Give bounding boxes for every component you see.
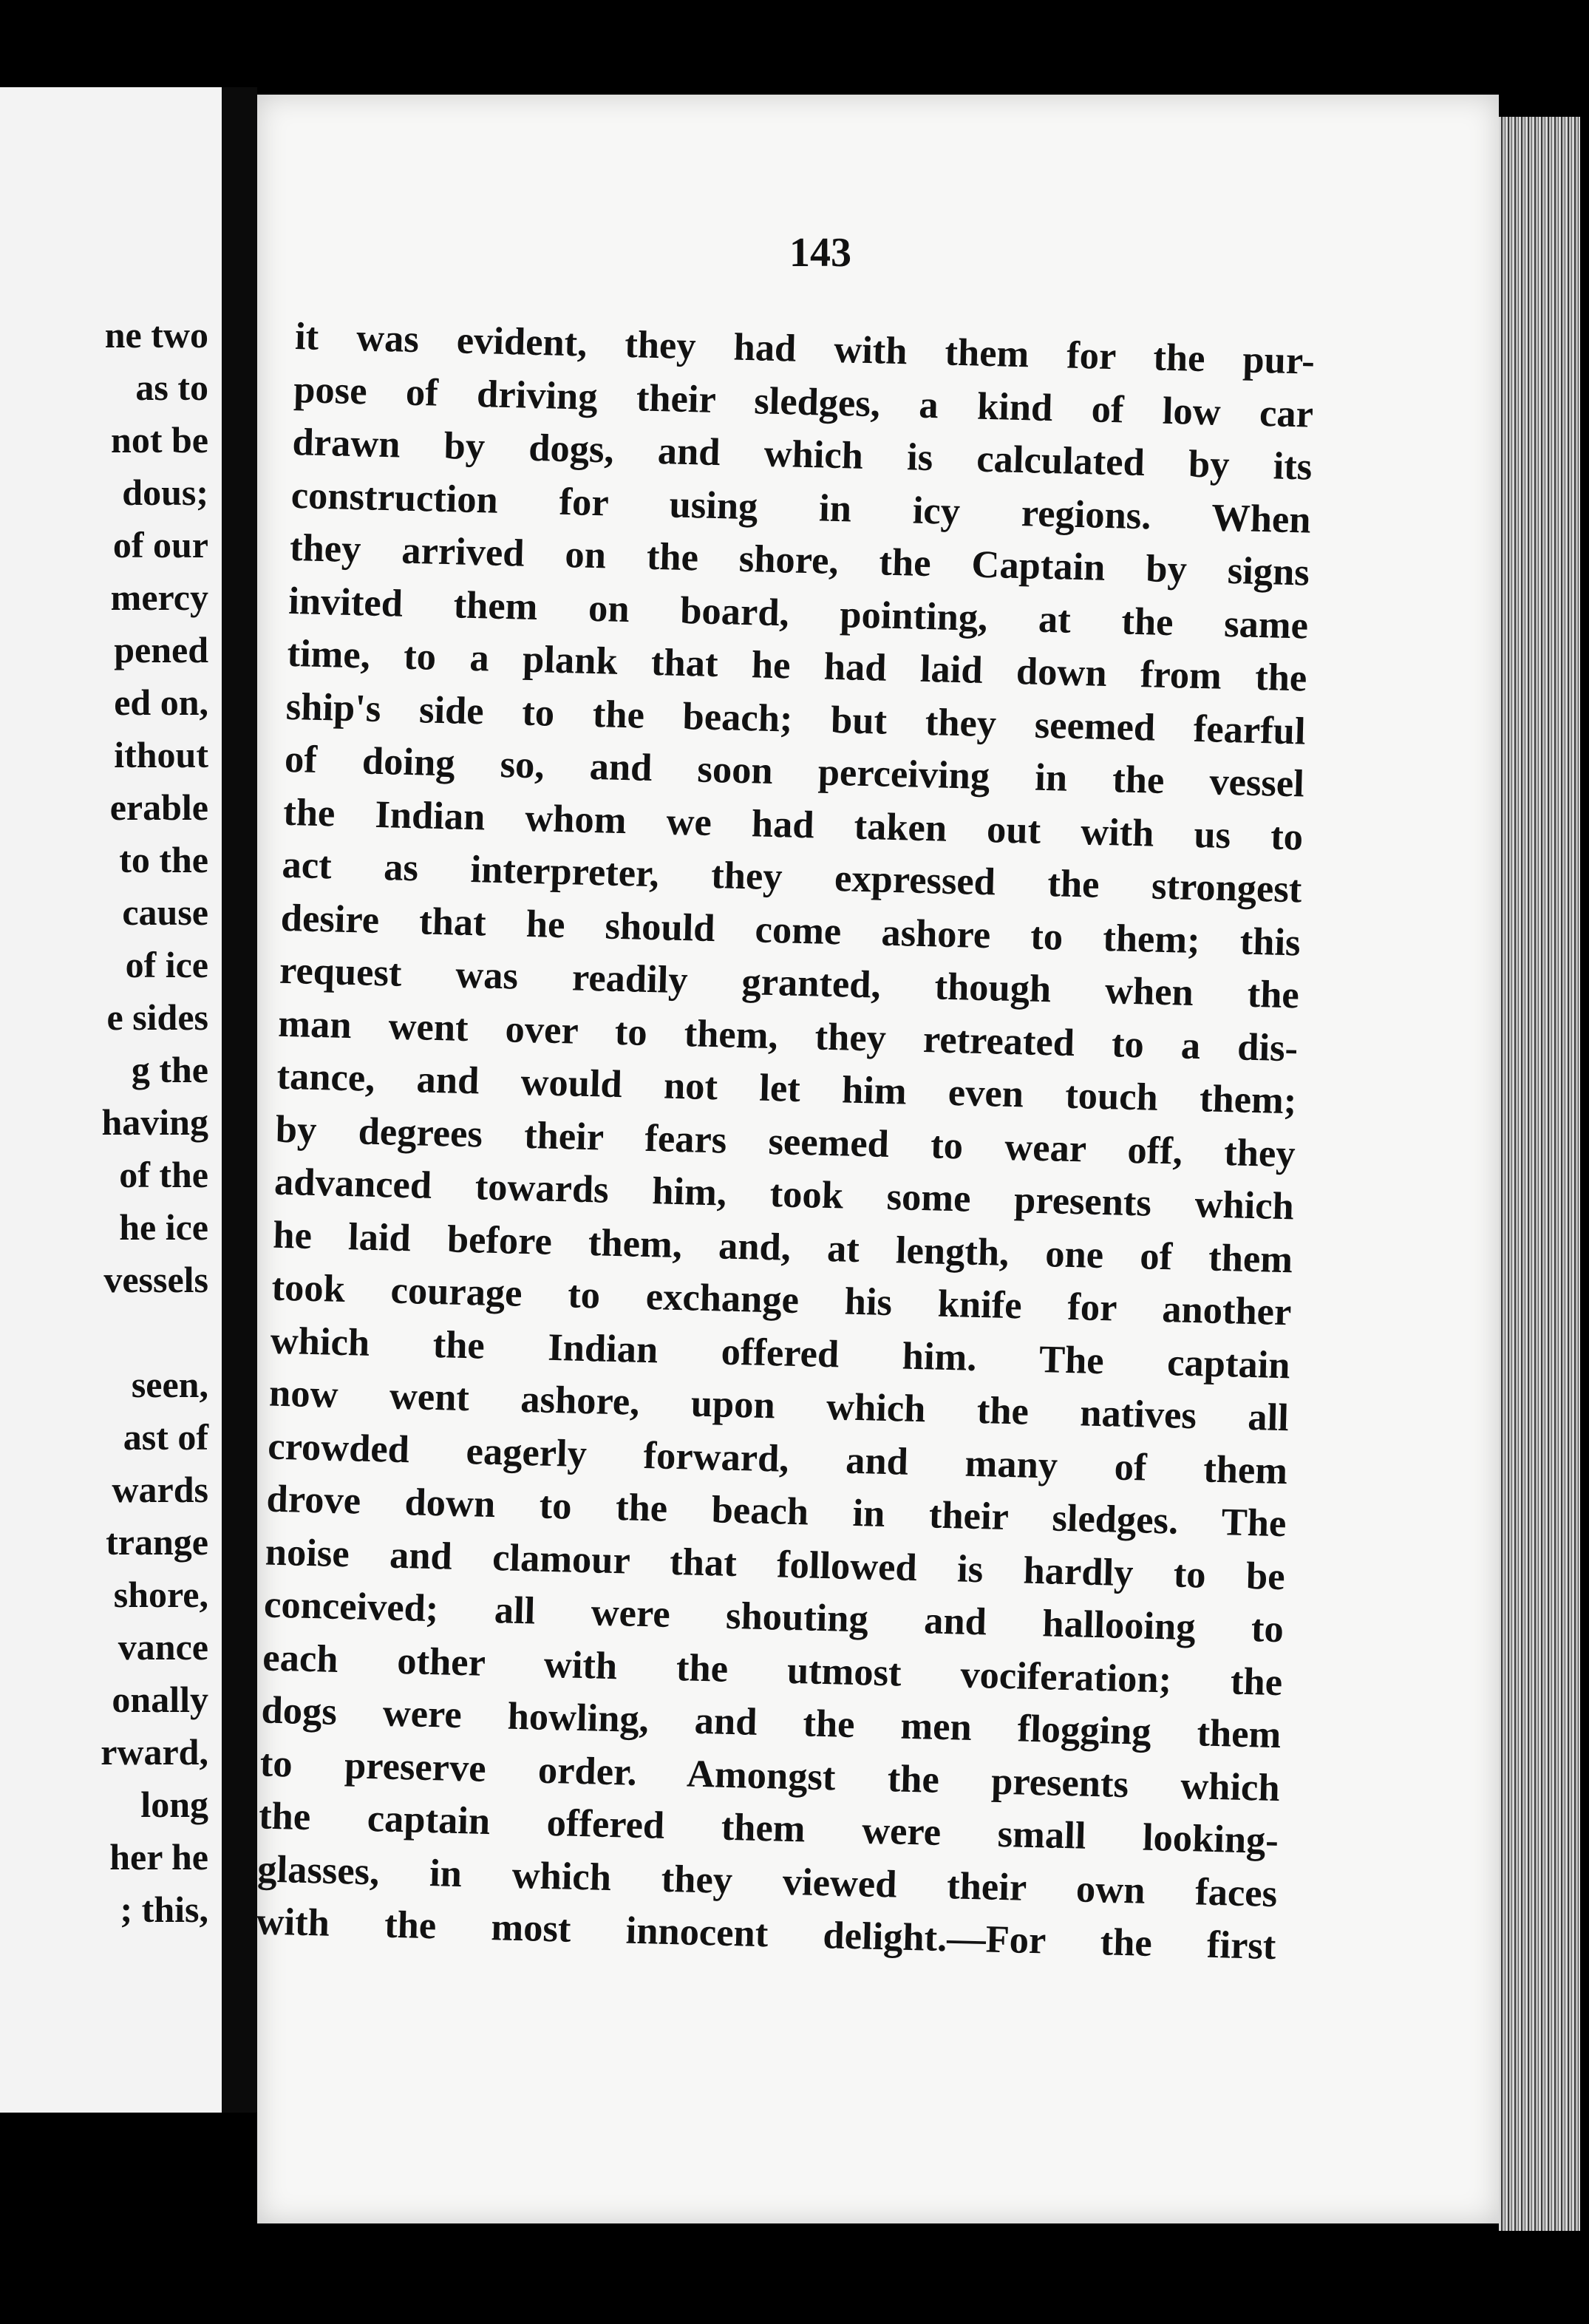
text-line: tance, and would not let him even touch them;: [276, 1054, 1297, 1123]
facing-text-line: he ice: [119, 1206, 208, 1248]
text-line: advanced towards him, took some presents which: [273, 1160, 1295, 1229]
facing-text-line: seen,: [131, 1364, 208, 1405]
text-line: desire that he should come ashore to them; this: [280, 896, 1302, 964]
text-line: request was readily granted, though when the: [279, 948, 1300, 1017]
text-line: noise and clamour that followed is hardly to be: [265, 1530, 1286, 1598]
text-line: with the most innocent delight.—For the first: [256, 1900, 1277, 1968]
facing-text-line: long: [140, 1784, 208, 1825]
text-line: drawn by dogs, and which is calculated by its: [291, 420, 1313, 489]
text-line: to preserve order. Amongst the presents which: [259, 1741, 1281, 1810]
text-line: it was evident, they had with them for the pur-: [294, 314, 1316, 383]
text-line: by degrees their fears seemed to wear off, they: [275, 1107, 1296, 1175]
facing-text-line: vessels: [103, 1259, 208, 1300]
text-line: drove down to the beach in their sledges. The: [266, 1477, 1287, 1546]
facing-text-line: rward,: [101, 1731, 208, 1773]
facing-text-line: of our: [112, 524, 208, 565]
facing-text-line: vance: [118, 1626, 208, 1668]
text-line: took courage to exchange his knife for another: [270, 1265, 1292, 1334]
text-line: now went ashore, upon which the natives all: [268, 1371, 1290, 1440]
facing-text-line: erable: [109, 786, 208, 828]
facing-text-line: having: [101, 1101, 208, 1143]
facing-text-line: g the: [131, 1049, 208, 1090]
body-text: [256, 310, 1316, 1974]
text-line: construction for using in icy regions. When: [290, 473, 1312, 542]
facing-page-text: [16, 309, 208, 1936]
facing-text-line: of ice: [125, 944, 208, 985]
book-gutter: [222, 87, 257, 2113]
facing-text-line: ne two: [104, 314, 208, 356]
text-line: of doing so, and soon perceiving in the vessel: [284, 737, 1305, 806]
text-line: conceived; all were shouting and hallooing to: [263, 1583, 1285, 1651]
facing-text-line: mercy: [110, 577, 208, 618]
facing-text-line: onally: [112, 1679, 208, 1720]
facing-text-line: as to: [135, 367, 208, 408]
text-line: glasses, in which they viewed their own faces: [256, 1846, 1278, 1915]
facing-text-line: ithout: [114, 734, 208, 775]
page-edges: [1499, 117, 1580, 2231]
facing-text-line: cause: [122, 891, 208, 933]
text-line: they arrived on the shore, the Captain by signs: [289, 526, 1310, 594]
facing-text-line: of the: [119, 1154, 208, 1195]
text-line: man went over to them, they retreated to a dis-: [277, 1002, 1299, 1070]
facing-text-line: ast of: [123, 1416, 208, 1458]
text-line: he laid before them, and, at length, one of them: [272, 1213, 1293, 1281]
facing-text-line: e sides: [106, 996, 208, 1038]
text-line: time, to a plank that he had laid down from the: [286, 631, 1307, 700]
text-line: ship's side to the beach; but they seemed fearful: [285, 684, 1307, 753]
facing-text-line: not be: [111, 419, 208, 461]
facing-text-line: ; this,: [120, 1889, 208, 1930]
text-line: the captain offered them were small looking-: [258, 1794, 1279, 1863]
text-line: which the Indian offered him. The captain: [270, 1319, 1291, 1387]
facing-text-line: to the: [119, 839, 208, 880]
facing-text-line: shore,: [113, 1574, 208, 1615]
text-line: invited them on board, pointing, at the same: [287, 579, 1309, 648]
facing-text-line: dous;: [122, 472, 208, 513]
facing-text-line: [16, 1306, 208, 1359]
facing-text-line: trange: [106, 1521, 208, 1563]
text-line: act as interpreter, they expressed the strongest: [281, 843, 1302, 911]
text-line: dogs were howling, and the men flogging them: [261, 1688, 1282, 1757]
facing-text-line: wards: [112, 1469, 208, 1510]
facing-text-line: her he: [109, 1836, 208, 1878]
facing-text-line: pened: [114, 629, 208, 670]
text-line: pose of driving their sledges, a kind of low car: [293, 367, 1314, 436]
text-line: each other with the utmost vociferation; the: [262, 1635, 1283, 1704]
text-line: crowded eagerly forward, and many of them: [267, 1424, 1288, 1492]
text-line: the Indian whom we had taken out with us to: [282, 790, 1304, 859]
page-number: 143: [789, 230, 851, 276]
facing-text-line: ed on,: [114, 682, 208, 723]
facing-page: [0, 87, 226, 2113]
